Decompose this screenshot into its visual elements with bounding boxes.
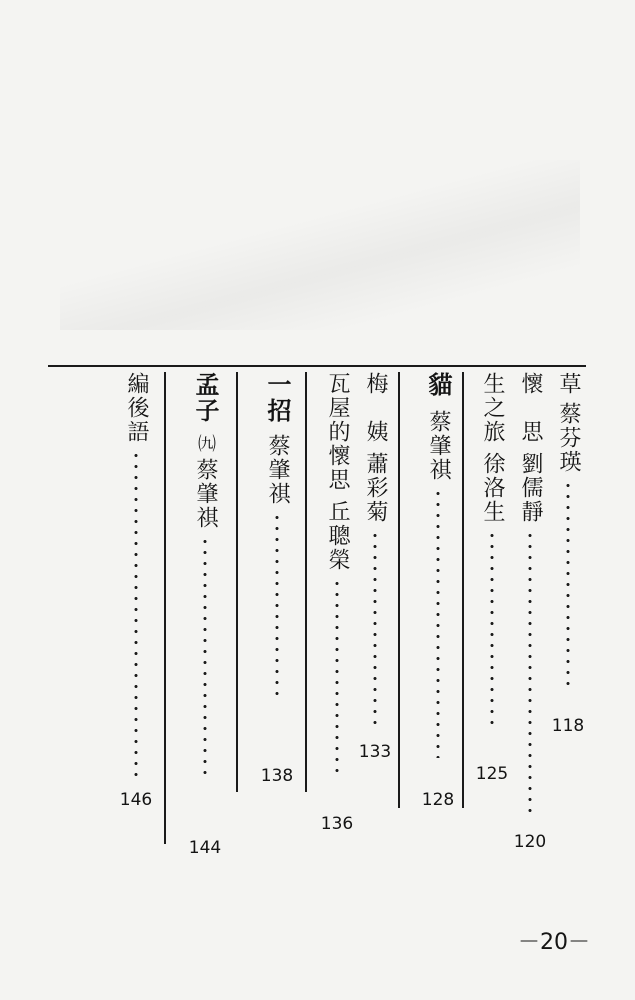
toc-entry — [477, 372, 507, 730]
entry-title: 懷 思 — [518, 372, 543, 444]
toc-entry — [423, 372, 453, 758]
entry-title: 瓦屋的懷思 — [325, 372, 350, 492]
entry-page: 118 — [551, 716, 585, 736]
entry-author: 蔡肇祺 — [265, 434, 290, 506]
toc-entry — [553, 372, 583, 690]
entry-title: 編後語 — [124, 372, 149, 444]
entry-page: 138 — [260, 766, 294, 786]
entry-title: 貓 — [424, 372, 453, 398]
column-rule — [236, 372, 238, 792]
leader-dots — [335, 578, 339, 778]
entry-page: 146 — [119, 790, 153, 810]
entry-author: 蔡芬瑛 — [556, 402, 581, 474]
show-through-background — [60, 160, 580, 330]
entry-page: 128 — [421, 790, 455, 810]
toc-entry — [190, 372, 220, 781]
entry-page: 144 — [188, 838, 222, 858]
toc-entry — [515, 372, 545, 820]
leader-dots — [134, 450, 138, 780]
entry-author: 蔡肇祺 — [193, 458, 218, 530]
entry-author: 蕭彩菊 — [363, 452, 388, 524]
toc-entry — [322, 372, 352, 778]
entry-title: 生之旅 — [480, 372, 505, 444]
toc-entry — [121, 372, 151, 780]
leader-dots — [566, 480, 570, 690]
entry-author: 徐洛生 — [480, 452, 505, 524]
entry-author: 劉儒靜 — [518, 452, 543, 524]
entry-author: 蔡肇祺 — [426, 410, 451, 482]
leader-dots — [490, 530, 494, 730]
leader-dots — [275, 512, 279, 702]
column-rule — [462, 372, 464, 808]
entry-page: 133 — [358, 742, 392, 762]
entry-part: ㈨ — [195, 434, 216, 454]
toc-entry — [360, 372, 390, 725]
leader-dots — [373, 530, 377, 725]
top-rule — [48, 365, 586, 367]
entry-author: 丘聰榮 — [325, 500, 350, 572]
column-rule — [164, 372, 166, 844]
leader-dots — [528, 530, 532, 820]
column-rule — [305, 372, 307, 792]
entry-title: 草 — [556, 372, 581, 396]
entry-page: 136 — [320, 814, 354, 834]
page-number: －20－ — [518, 930, 590, 955]
entry-title: 梅 姨 — [363, 372, 388, 444]
entry-page: 120 — [513, 832, 547, 852]
entry-title: 孟子 — [191, 372, 220, 424]
entry-title: 一招 — [263, 372, 292, 424]
leader-dots — [436, 488, 440, 758]
leader-dots — [203, 536, 207, 781]
entry-page: 125 — [475, 764, 509, 784]
toc-entry — [262, 372, 292, 702]
